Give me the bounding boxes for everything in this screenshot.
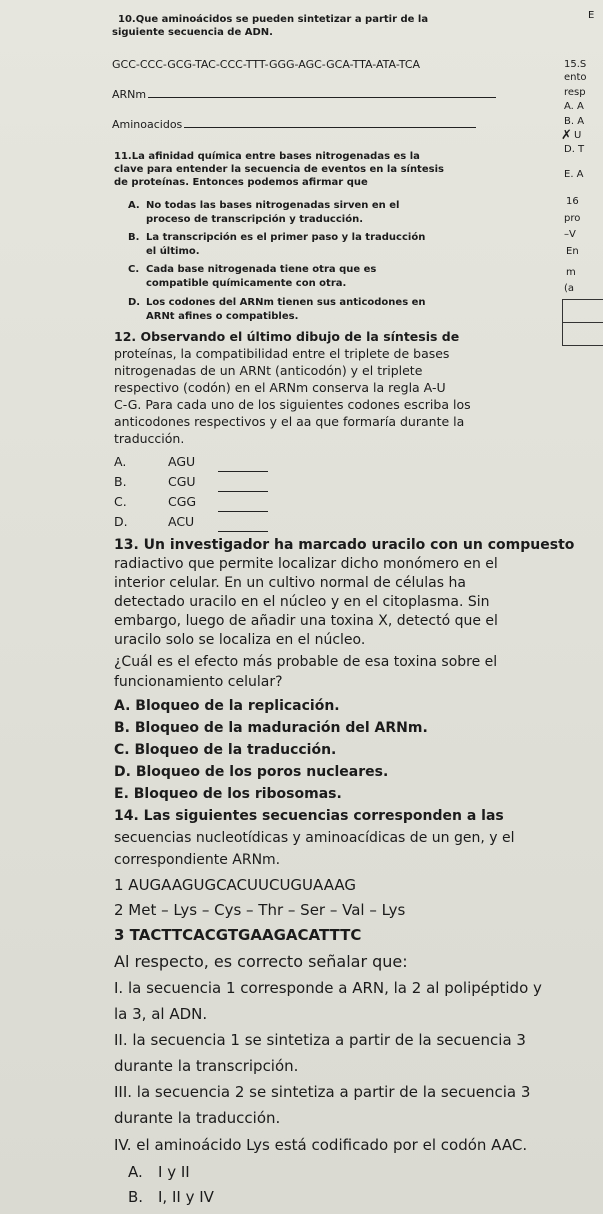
q11-option-a-line1: No todas las bases nitrogenadas sirven en el: [146, 200, 400, 211]
q11-option-d-letter: D.: [128, 297, 141, 308]
q13-question-line2: funcionamiento celular?: [114, 674, 283, 690]
q11-option-b-letter: B.: [128, 232, 140, 243]
q13-line1: 13. Un investigador ha marcado uracilo con un compuesto: [114, 537, 575, 553]
q14-statement-2a: II. la secuencia 1 se sintetiza a partir de la secuencia 3: [114, 1031, 526, 1049]
q14-sequence-1: 1 AUGAAGUGCACUUCUGUAAAG: [114, 876, 357, 894]
q12-codon-a-letter: A.: [114, 454, 127, 469]
side-box-top: [562, 299, 603, 323]
q13-line2: radiactivo que permite localizar dicho monómero en el: [114, 556, 498, 572]
side-en: En: [566, 246, 579, 257]
q14-choice-b-letter: B.: [128, 1188, 144, 1206]
right-column-cutoff: [560, 0, 603, 360]
q12-line2: proteínas, la compatibilidad entre el triplete de bases: [114, 346, 450, 361]
q12-line6: anticodones respectivos y el aa que formaría durante la: [114, 414, 465, 429]
side-box-bottom: [562, 321, 603, 346]
side-a-paren: (a: [564, 283, 575, 294]
q14-choice-a-letter: A.: [128, 1163, 143, 1181]
q12-codon-b: CGU: [168, 474, 196, 489]
q14-statement-2b: durante la transcripción.: [114, 1057, 299, 1075]
side-v: –V: [564, 229, 576, 240]
side-15: 15.S: [564, 59, 587, 70]
x-mark-icon: ✗: [561, 128, 572, 143]
q14-statement-3b: durante la traducción.: [114, 1109, 281, 1127]
q12-line5: C-G. Para cada uno de los siguientes codones escriba los: [114, 397, 471, 412]
side-pro: pro: [564, 213, 581, 224]
side-b: B. A: [564, 116, 585, 127]
q14-statement-4: IV. el aminoácido Lys está codificado por el codón AAC.: [114, 1136, 528, 1154]
q14-statement-1a: I. la secuencia 1 corresponde a ARN, la 2 al polipéptido y: [114, 979, 542, 997]
q13-option-e: E. Bloqueo de los ribosomas.: [114, 786, 342, 802]
q13-question-line1: ¿Cuál es el efecto más probable de esa toxina sobre el: [114, 654, 498, 670]
q12-line3: nitrogenadas de un ARNt (anticodón) y el triplete: [114, 363, 423, 378]
arnm-answer-blank[interactable]: [148, 88, 496, 98]
q11-option-c-letter: C.: [128, 264, 140, 275]
q11-option-d-line2: ARNt afines o compatibles.: [146, 311, 299, 322]
q11-option-c-line1: Cada base nitrogenada tiene otra que es: [146, 264, 377, 275]
q12-codon-b-letter: B.: [114, 474, 127, 489]
q11-option-b-line2: el último.: [146, 246, 200, 257]
amino-answer-blank[interactable]: [184, 118, 476, 128]
q12-codon-a: AGU: [168, 454, 196, 469]
side-u: U: [574, 130, 582, 141]
q13-option-c: C. Bloqueo de la traducción.: [114, 742, 337, 758]
side-e: E: [588, 10, 595, 21]
q13-option-a: A. Bloqueo de la replicación.: [114, 698, 340, 714]
q14-sequence-3: 3 TACTTCACGTGAAGACATTTC: [114, 926, 362, 944]
q10-amino-label: Aminoacidos: [112, 118, 476, 132]
side-16: 16: [566, 196, 579, 207]
q10-dna-sequence: GCC-CCC-GCG-TAC-CCC-TTT-GGG-AGC-GCA-TTA-ATA-TCA: [112, 58, 421, 71]
q12-codon-c-blank[interactable]: [218, 502, 268, 512]
q11-line2: clave para entender la secuencia de eventos en la síntesis: [114, 164, 444, 175]
q14-prompt: Al respecto, es correcto señalar que:: [114, 952, 408, 971]
q10-title-line2: siguiente secuencia de ADN.: [112, 27, 273, 38]
q11-option-c-line2: compatible químicamente con otra.: [146, 278, 347, 289]
side-a: A. A: [564, 101, 584, 112]
q12-codon-d: ACU: [168, 514, 195, 529]
q11-option-d-line1: Los codones del ARNm tienen sus anticodones en: [146, 297, 426, 308]
q13-option-b: B. Bloqueo de la maduración del ARNm.: [114, 720, 428, 736]
q12-codon-c-letter: C.: [114, 494, 127, 509]
q14-sequence-2: 2 Met – Lys – Cys – Thr – Ser – Val – Lys: [114, 901, 406, 919]
q13-line6: uracilo solo se localiza en el núcleo.: [114, 632, 366, 648]
q13-line4: detectado uracilo en el núcleo y en el citoplasma. Sin: [114, 594, 490, 610]
q12-codon-b-blank[interactable]: [218, 482, 268, 492]
q13-line3: interior celular. En un cultivo normal de células ha: [114, 575, 466, 591]
q10-arnm-label: ARNm: [112, 88, 496, 102]
q11-line3: de proteínas. Entonces podemos afirmar que: [114, 177, 368, 188]
q14-statement-1b: la 3, al ADN.: [114, 1005, 208, 1023]
q11-option-a-letter: A.: [128, 200, 140, 211]
side-resp: resp: [564, 87, 586, 98]
q14-line1: 14. Las siguientes secuencias corresponden a las: [114, 808, 504, 824]
q13-option-d: D. Bloqueo de los poros nucleares.: [114, 764, 389, 780]
side-m: m: [566, 267, 576, 278]
q14-line2: secuencias nucleotídicas y aminoacídicas de un gen, y el: [114, 830, 515, 846]
q12-codon-a-blank[interactable]: [218, 462, 268, 472]
side-d: D. T: [564, 144, 585, 155]
q11-line1: 11.La afinidad química entre bases nitrogenadas es la: [114, 151, 420, 162]
side-ento: ento: [564, 72, 587, 83]
q14-choice-b-text: I, II y IV: [158, 1188, 214, 1206]
q11-option-b-line1: La transcripción es el primer paso y la traducción: [146, 232, 426, 243]
q12-line7: traducción.: [114, 431, 185, 446]
q12-line1: 12. Observando el último dibujo de la síntesis de: [114, 329, 460, 344]
q12-codon-c: CGG: [168, 494, 197, 509]
q13-line5: embargo, luego de añadir una toxina X, detectó que el: [114, 613, 498, 629]
q11-option-a-line2: proceso de transcripción y traducción.: [146, 214, 364, 225]
q10-title-line1: 10.Que aminoácidos se pueden sintetizar a partir de la: [118, 14, 429, 25]
q12-codon-d-blank[interactable]: [218, 522, 268, 532]
q12-line4: respectivo (codón) en el ARNm conserva la regla A-U: [114, 380, 446, 395]
q14-statement-3a: III. la secuencia 2 se sintetiza a partir de la secuencia 3: [114, 1083, 531, 1101]
q14-choice-a-text: I y II: [158, 1163, 190, 1181]
side-e2: E. A: [564, 169, 584, 180]
q12-codon-d-letter: D.: [114, 514, 128, 529]
q14-line3: correspondiente ARNm.: [114, 852, 281, 868]
